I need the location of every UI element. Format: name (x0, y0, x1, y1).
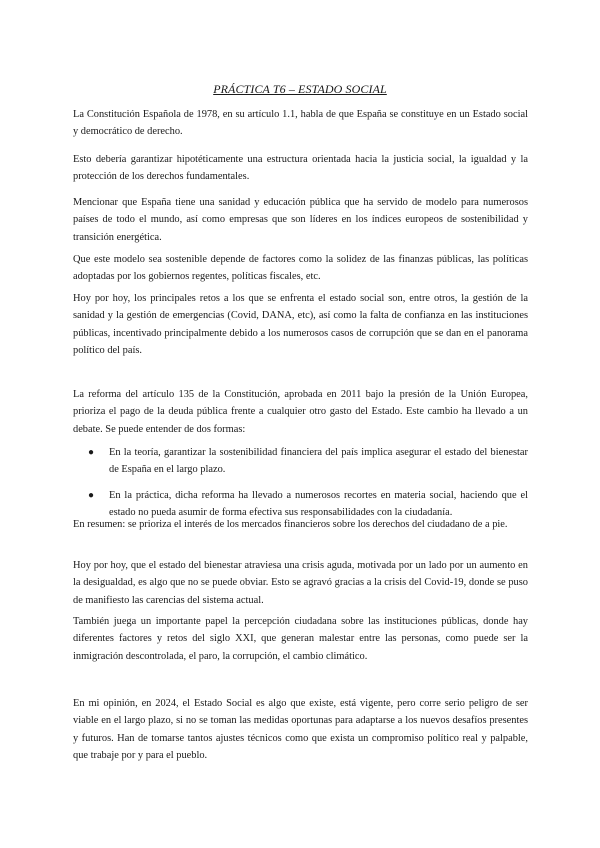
paragraph-6: La reforma del artículo 135 de la Constitución, aprobada en 2011 bajo la presión de la Unión Europea, prioriza el pago de la deuda pública frente a cualquier otro gasto del Estado. Este cambio ha llevado a un debate. Se puede entender de dos formas: (73, 389, 528, 435)
paragraph-2: Esto debería garantizar hipotéticamente una estructura orientada hacia la justicia social, la igualdad y la protección de los derechos fundamentales. (73, 154, 528, 183)
paragraph-5: Hoy por hoy, los principales retos a los que se enfrenta el estado social son, entre otros, la gestión de la sanidad y la gestión de emergencias (Covid, DANA, etc), así como la falta de confianza en las instituciones públicas, incentivado principalmente debido a los numerosos casos de corrupción que se dan en el panorama político del país. (73, 293, 528, 356)
bullet-icon: ● (88, 447, 95, 458)
paragraph-opinion: En mi opinión, en 2024, el Estado Social es algo que existe, está vigente, pero corre serio peligro de ser viable en el largo plazo, si no se toman las medidas oportunas para adaptarse a los nuevos desafíos presentes y futuros. Han de tomarse tantos ajustes técnicos como que exista un compromiso político real y palpable, que trabaje por y para el pueblo. (73, 698, 528, 761)
paragraph-4: Que este modelo sea sostenible depende de factores como la solidez de las finanzas públicas, las políticas adoptadas por los gobiernos regentes, políticas fiscales, etc. (73, 254, 528, 283)
paragraph-summary: En resumen: se prioriza el interés de los mercados financieros sobre los derechos del ciudadano de a pie. (73, 519, 508, 530)
paragraph-crisis: Hoy por hoy, que el estado del bienestar atraviesa una crisis aguda, motivada por un lado por un aumento en la desigualdad, es algo que no se puede obviar. Esto se agravó gracias a la crisis del Covid-19, donde se puso de manifiesto las carencias del sistema actual. (73, 560, 528, 606)
page-title: PRÁCTICA T6 – ESTADO SOCIAL (213, 82, 387, 96)
list-item: ● En la práctica, dicha reforma ha llevado a numerosos recortes en materia social, haciendo que el estado no pueda asumir de forma efectiva sus responsabilidades con la ciudadanía. (73, 487, 528, 522)
list-item: ● En la teoría, garantizar la sostenibilidad financiera del país implica asegurar el estado del bienestar de España en el largo plazo. (73, 444, 528, 479)
paragraph-3: Mencionar que España tiene una sanidad y educación pública que ha servido de modelo para numerosos países de todo el mundo, así como empresas que son líderes en los índices europeos de sostenibilidad y transición energética. (73, 197, 528, 243)
paragraph-perception: También juega un importante papel la percepción ciudadana sobre las instituciones públicas, donde hay diferentes factores y retos del siglo XXI, que generan malestar entre las personas, como puede ser la inmigración descontrolada, el paro, la corrupción, el cambio climático. (73, 616, 528, 662)
paragraph-1: La Constitución Española de 1978, en su artículo 1.1, habla de que España se constituye en un Estado social y democrático de derecho. (73, 109, 528, 138)
bullet-icon: ● (88, 489, 95, 501)
